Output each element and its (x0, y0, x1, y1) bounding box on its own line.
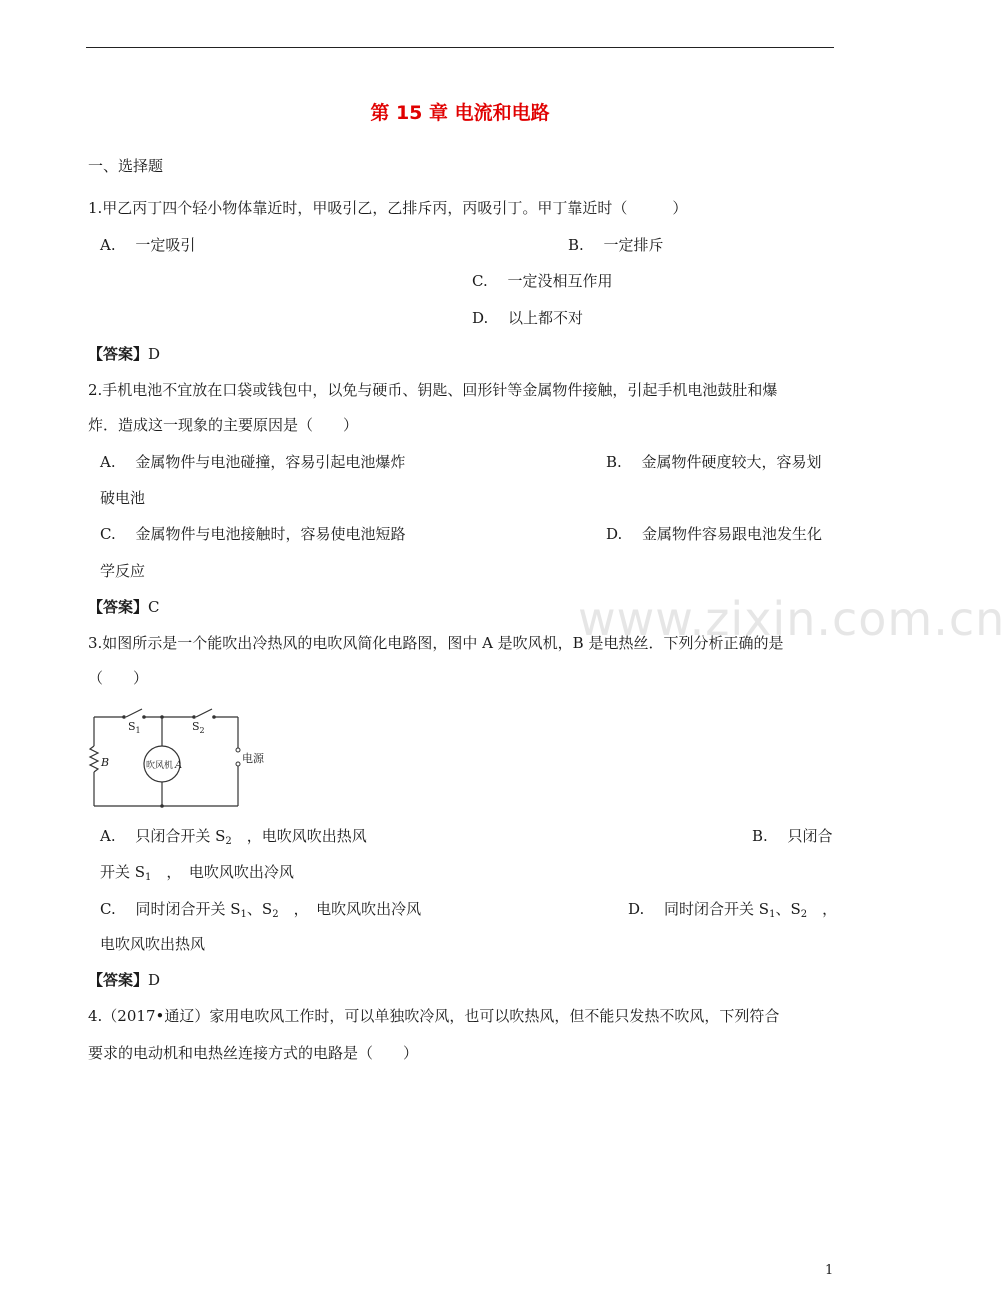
q3-option-b: B. 只闭合 (752, 827, 833, 845)
source-terminal (236, 748, 240, 752)
q2-stem-line1: 2.手机电池不宜放在口袋或钱包中，以免与硬币、钥匙、回形针等金属物件接触，引起手机电池鼓肚和爆 (88, 381, 778, 399)
option-text: D. 同时闭合开关 S (628, 900, 770, 918)
junction-dot (160, 715, 164, 719)
s1-label: S (128, 720, 136, 733)
s2-label: S (192, 720, 200, 733)
subscript: 1 (769, 909, 776, 920)
q2-stem-line2: 炸．造成这一现象的主要原因是（ ） (88, 416, 359, 434)
q2-option-b-cont: 破电池 (100, 489, 146, 507)
q3-option-d (628, 899, 837, 925)
q3-option-d-cont: 电吹风吹出热风 (100, 935, 206, 953)
q3-option-a (100, 826, 367, 852)
option-text: ， 电吹风吹出冷风 (151, 863, 294, 881)
q1-option-d: D. 以上都不对 (472, 309, 584, 327)
subscript: 2 (800, 909, 808, 920)
page-number: 1 (825, 1263, 834, 1278)
s1-sub: 1 (135, 726, 141, 735)
q1-option-a: A. 一定吸引 (100, 236, 196, 254)
option-text: 开关 S (100, 863, 146, 881)
resistor-label: B (101, 756, 110, 769)
q1-answer (88, 344, 160, 364)
source-label: 电源 (242, 752, 264, 765)
option-text: ， 电吹风吹出冷风 (278, 900, 422, 918)
q2-answer (88, 597, 160, 617)
answer-value: D (148, 971, 161, 989)
terminal-dot (142, 715, 146, 719)
q1-option-c: C. 一定没相互作用 (472, 272, 613, 290)
svg-text:S2 (192, 720, 205, 735)
q1-option-b: B. 一定排斥 (568, 236, 664, 254)
q2-option-d: D. 金属物件容易跟电池发生化 (606, 525, 823, 543)
circuit-diagram (88, 706, 288, 810)
q3-stem-line1: 3.如图所示是一个能吹出冷热风的电吹风简化电路图，图中 A 是吹风机，B 是电热丝．下列分析正确的是 (88, 634, 784, 652)
motor-label: A (175, 760, 183, 771)
motor-text: 吹风机 (146, 761, 174, 771)
option-text: ， (807, 900, 838, 918)
option-text: 、S (246, 900, 273, 918)
option-text: A. 只闭合开关 S (100, 827, 226, 845)
switch-s1 (126, 709, 142, 717)
subscript: 1 (145, 872, 152, 883)
terminal-dot (122, 715, 126, 719)
subscript: 2 (225, 836, 232, 847)
terminal-dot (212, 715, 216, 719)
option-text: C. 同时闭合开关 S (100, 900, 241, 918)
answer-value: D (148, 345, 161, 363)
q2-option-b: B. 金属物件硬度较大，容易划 (606, 453, 822, 471)
q4-stem-line1: 4.（2017•通辽）家用电吹风工作时，可以单独吹冷风，也可以吹热风，但不能只发热不吹风，下列符合 (88, 1007, 780, 1025)
terminal-dot (192, 715, 196, 719)
answer-label: 【答案】 (88, 345, 149, 363)
q3-answer (88, 970, 160, 990)
q3-stem-line2: （ ） (88, 669, 149, 687)
option-text: 、S (775, 900, 801, 918)
q3-option-c (100, 899, 421, 925)
answer-label: 【答案】 (88, 971, 149, 989)
q3-option-b-cont (100, 862, 294, 888)
q2-option-a: A. 金属物件与电池碰撞，容易引起电池爆炸 (100, 453, 406, 471)
resistor-b (90, 746, 98, 772)
q4-stem-line2: 要求的电动机和电热丝连接方式的电路是（ ） (88, 1044, 419, 1062)
watermark: www.zixin.com.cn (578, 592, 1005, 646)
subscript: 1 (240, 909, 247, 920)
option-text: ，电吹风吹出热风 (231, 827, 367, 845)
junction-dot (160, 804, 164, 808)
source-terminal (236, 762, 240, 766)
switch-s2 (196, 709, 212, 717)
section-heading: 一、选择题 (88, 157, 164, 175)
s2-sub: 2 (199, 726, 205, 735)
svg-text:S1 (128, 720, 141, 735)
q2-option-c: C. 金属物件与电池接触时，容易使电池短路 (100, 525, 406, 543)
q1-stem: 1.甲乙丙丁四个轻小物体靠近时，甲吸引乙，乙排斥丙，丙吸引丁。甲丁靠近时（ ） (88, 199, 688, 217)
answer-value: C (148, 598, 160, 616)
header-rule (86, 47, 834, 48)
subscript: 2 (272, 909, 279, 920)
page-title: 第 15 章 电流和电路 (370, 102, 550, 124)
q2-option-d-cont: 学反应 (100, 562, 146, 580)
answer-label: 【答案】 (88, 598, 149, 616)
